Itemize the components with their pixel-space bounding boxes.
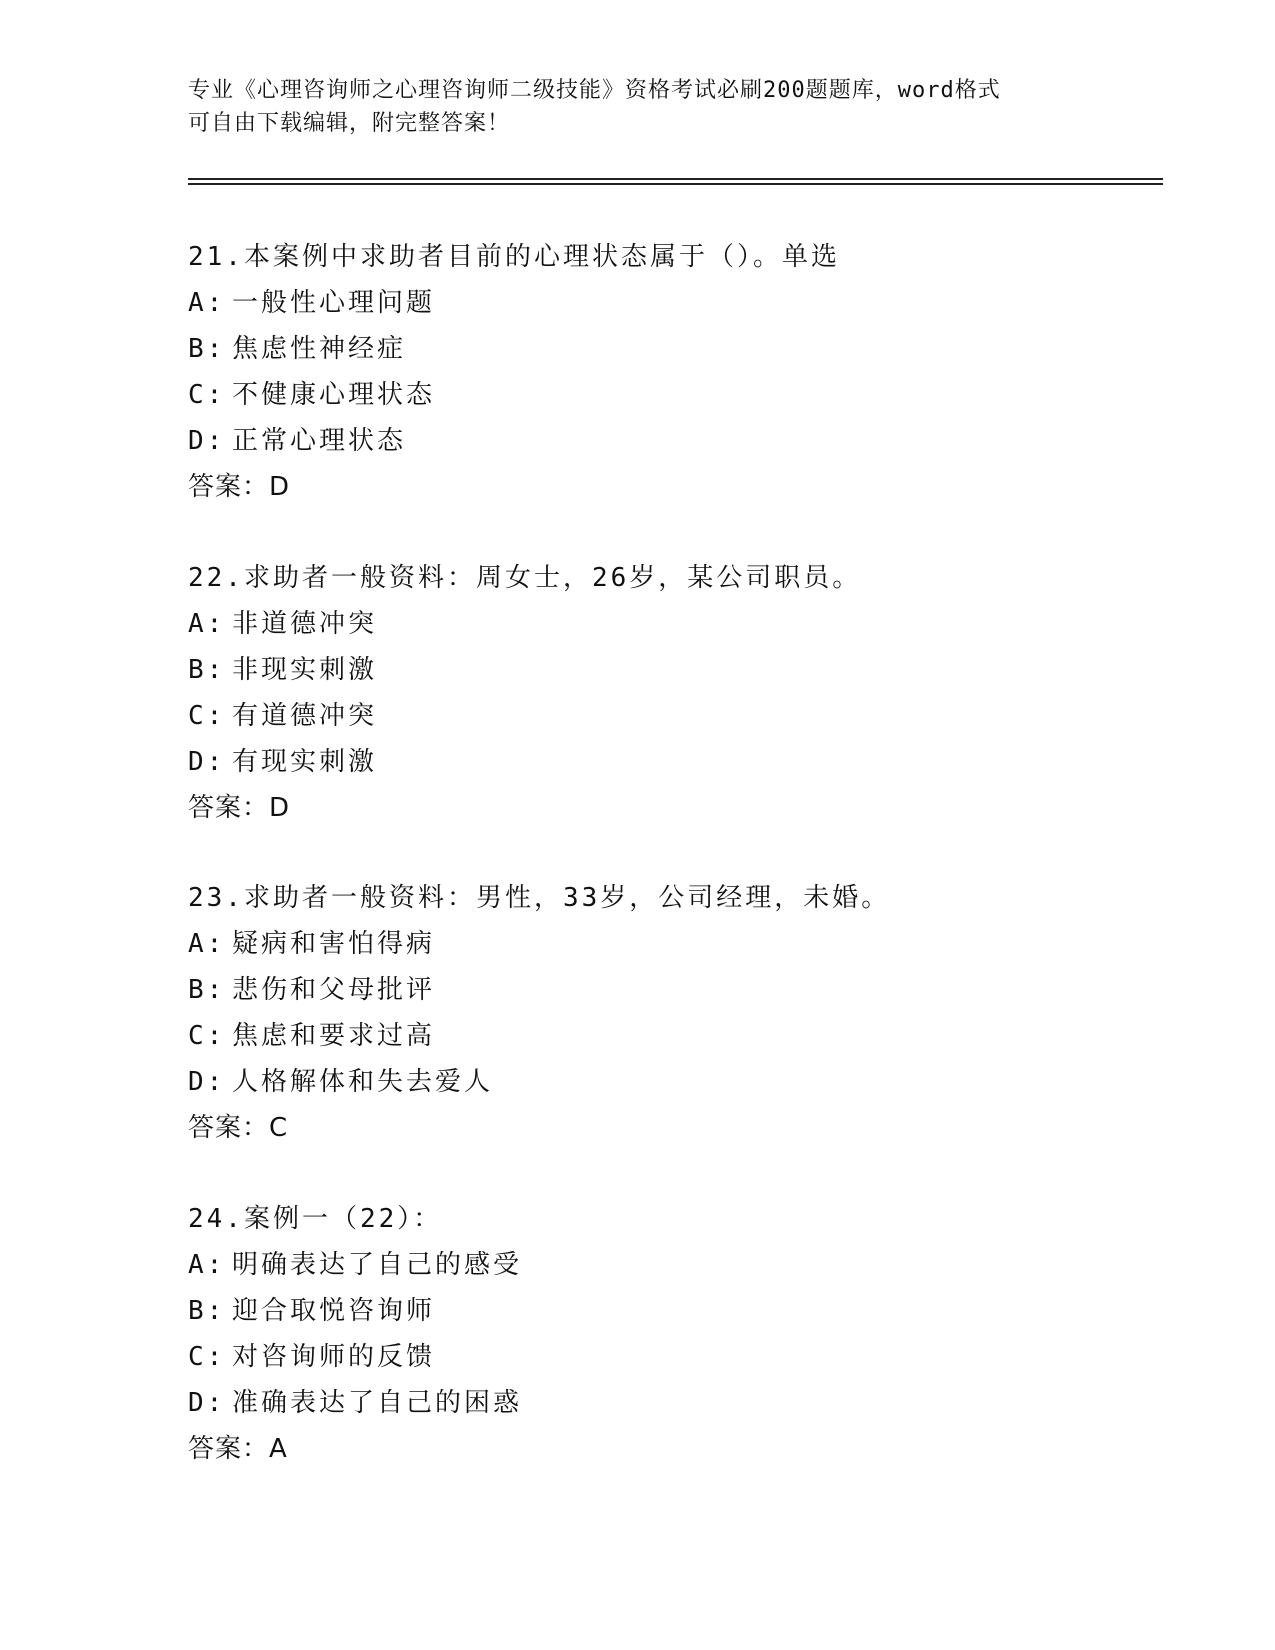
answer-line: 答案：C	[188, 1113, 289, 1143]
option-a	[188, 280, 1138, 326]
option-letter: C:	[188, 380, 226, 410]
option-letter: C:	[188, 1021, 226, 1051]
option-d	[188, 739, 1138, 785]
option-text: 明确表达了自己的感受	[232, 1250, 523, 1280]
option-b	[188, 1288, 1138, 1334]
option-c	[188, 693, 1138, 739]
question-22	[188, 555, 1138, 831]
header-divider-top	[188, 178, 1163, 180]
option-text: 有道德冲突	[232, 701, 378, 731]
option-text: 一般性心理问题	[232, 288, 436, 318]
option-text: 人格解体和失去爱人	[232, 1067, 494, 1097]
option-letter: A:	[188, 929, 226, 959]
option-letter: D:	[188, 1388, 226, 1418]
question-stem: 21.本案例中求助者目前的心理状态属于（）。单选	[188, 242, 840, 272]
option-letter: D:	[188, 747, 226, 777]
option-b	[188, 326, 1138, 372]
option-letter: B:	[188, 975, 226, 1005]
option-text: 对咨询师的反馈	[232, 1342, 436, 1372]
option-text: 准确表达了自己的困惑	[232, 1388, 523, 1418]
header-line-1: 专业《心理咨询师之心理咨询师二级技能》资格考试必刷200题题库，word格式	[188, 78, 1001, 103]
option-letter: B:	[188, 1296, 226, 1326]
option-letter: D:	[188, 426, 226, 456]
option-text: 焦虑和要求过高	[232, 1021, 436, 1051]
option-text: 悲伤和父母批评	[232, 975, 436, 1005]
document-header	[188, 74, 1088, 140]
question-24	[188, 1196, 1138, 1472]
option-d	[188, 1380, 1138, 1426]
question-stem: 23.求助者一般资料：男性，33岁，公司经理，未婚。	[188, 883, 891, 913]
option-c	[188, 1334, 1138, 1380]
option-letter: B:	[188, 655, 226, 685]
question-23	[188, 875, 1138, 1151]
option-c	[188, 372, 1138, 418]
option-letter: D:	[188, 1067, 226, 1097]
question-21	[188, 234, 1138, 510]
option-letter: A:	[188, 609, 226, 639]
answer-line: 答案：D	[188, 793, 291, 823]
option-letter: A:	[188, 1250, 226, 1280]
option-d	[188, 1059, 1138, 1105]
option-b	[188, 967, 1138, 1013]
option-text: 正常心理状态	[232, 426, 407, 456]
option-b	[188, 647, 1138, 693]
header-line-2: 可自由下载编辑，附完整答案！	[188, 111, 511, 136]
question-stem: 22.求助者一般资料：周女士，26岁，某公司职员。	[188, 563, 862, 593]
option-text: 迎合取悦咨询师	[232, 1296, 436, 1326]
option-d	[188, 418, 1138, 464]
option-a	[188, 921, 1138, 967]
option-letter: A:	[188, 288, 226, 318]
option-letter: B:	[188, 334, 226, 364]
option-a	[188, 1242, 1138, 1288]
answer-line: 答案：D	[188, 472, 291, 502]
option-c	[188, 1013, 1138, 1059]
option-letter: C:	[188, 1342, 226, 1372]
option-text: 不健康心理状态	[232, 380, 436, 410]
header-divider-bottom	[188, 183, 1163, 185]
option-text: 疑病和害怕得病	[232, 929, 436, 959]
option-text: 焦虑性神经症	[232, 334, 407, 364]
answer-line: 答案：A	[188, 1434, 288, 1464]
question-stem: 24.案例一（22）：	[188, 1204, 443, 1234]
option-text: 非道德冲突	[232, 609, 378, 639]
option-letter: C:	[188, 701, 226, 731]
option-text: 有现实刺激	[232, 747, 378, 777]
option-text: 非现实刺激	[232, 655, 378, 685]
option-a	[188, 601, 1138, 647]
